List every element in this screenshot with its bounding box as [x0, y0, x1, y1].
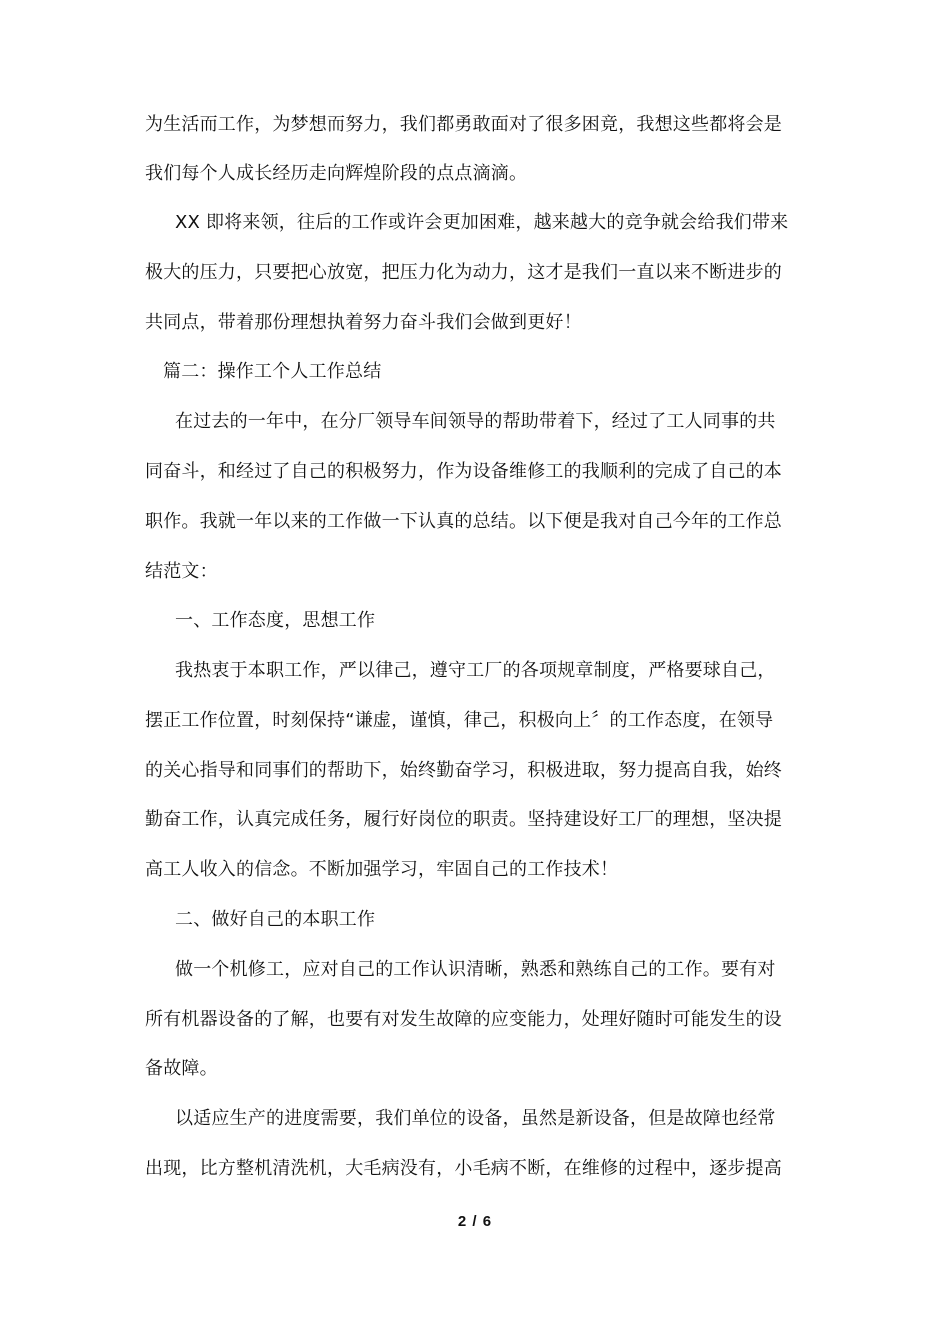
section-heading: 篇二：操作工个人工作总结	[163, 361, 382, 382]
subsection-heading: 二、做好自己的本职工作	[175, 909, 376, 930]
text-line: 同奋斗，和经过了自己的积极努力，作为设备维修工的我顺利的完成了自己的本	[145, 461, 782, 482]
text-line: 我热衷于本职工作，严以律己，遵守工厂的各项规章制度，严格要球自己，	[175, 660, 776, 681]
text-line: XX 即将来领，往后的工作或许会更加困难，越来越大的竞争就会给我们带来	[175, 212, 789, 233]
text-line: 在过去的一年中，在分厂领导车间领导的帮助带着下，经过了工人同事的共	[175, 411, 776, 432]
subsection-heading: 一、工作态度，思想工作	[175, 610, 376, 631]
text-line: 以适应生产的进度需要，我们单位的设备，虽然是新设备，但是故障也经常	[175, 1108, 776, 1129]
text-line: 极大的压力，只要把心放宽，把压力化为动力，这才是我们一直以来不断进步的	[145, 262, 782, 283]
text-line: 我们每个人成长经历走向辉煌阶段的点点滴滴。	[145, 163, 528, 184]
text-line: 为生活而工作，为梦想而努力，我们都勇敢面对了很多困竟，我想这些都将会是	[145, 114, 782, 135]
text-line: 勤奋工作，认真完成任务，履行好岗位的职责。坚持建设好工厂的理想，坚决提	[145, 809, 782, 830]
text-line: 所有机器设备的了解，也要有对发生故障的应变能力，处理好随时可能发生的设	[145, 1009, 782, 1030]
text-line: 职作。我就一年以来的工作做一下认真的总结。以下便是我对自己今年的工作总	[145, 511, 782, 532]
text-line: 共同点，带着那份理想执着努力奋斗我们会做到更好！	[145, 312, 582, 333]
text-line: 的关心指导和同事们的帮助下，始终勤奋学习，积极进取，努力提高自我，始终	[145, 760, 782, 781]
text-line: 结范文：	[145, 561, 218, 582]
text-line: 备故障。	[145, 1058, 218, 1079]
page-indicator: 2 / 6	[457, 1213, 493, 1230]
text-line: 出现，比方整机清洗机，大毛病没有，小毛病不断，在维修的过程中，逐步提高	[145, 1158, 782, 1179]
text-line: 摆正工作位置，时刻保持“谦虚，谨慎，律己，积极向上〞的工作态度，在领导	[145, 710, 774, 731]
text-line: 高工人收入的信念。不断加强学习，牢固自己的工作技术！	[145, 859, 619, 880]
text-line: 做一个机修工，应对自己的工作认识清晰，熟悉和熟练自己的工作。要有对	[175, 959, 776, 980]
